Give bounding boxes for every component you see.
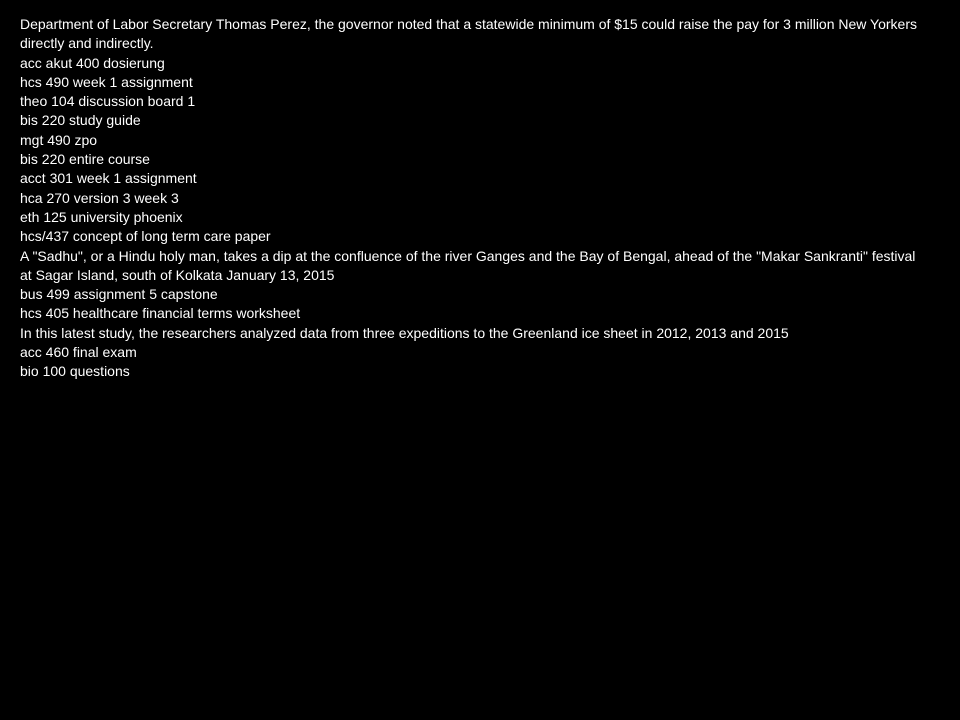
text-line: Department of Labor Secretary Thomas Perez, the governor noted that a statewide minimum of $15 could raise the pay for 3 million New Yorkers directly and indirectly.	[20, 16, 917, 52]
text-line: bis 220 study guide	[20, 112, 141, 129]
text-line: theo 104 discussion board 1	[20, 93, 196, 110]
text-line: mgt 490 zpo	[20, 131, 98, 148]
text-line: acc akut 400 dosierung	[20, 54, 165, 71]
text-line: In this latest study, the researchers analyzed data from three expeditions to the Greenland ice sheet in 2012, 2013 and 2015	[20, 324, 789, 341]
text-line: hcs 405 healthcare financial terms worksheet	[20, 305, 301, 322]
text-line: hca 270 version 3 week 3	[20, 189, 179, 206]
text-line: hcs/437 concept of long term care paper	[20, 228, 271, 245]
text-line: bio 100 questions	[20, 363, 130, 380]
text-line: hcs 490 week 1 assignment	[20, 73, 193, 90]
text-line: acct 301 week 1 assignment	[20, 170, 197, 187]
text-line: bis 220 entire course	[20, 151, 150, 168]
text-line: A "Sadhu", or a Hindu holy man, takes a dip at the confluence of the river Ganges and the Bay of Bengal, ahead of the "Makar Sankranti" festival at Sagar Island, south of Kolkata January 13, 2015	[20, 247, 916, 283]
text-line: eth 125 university phoenix	[20, 208, 183, 225]
text-line: bus 499 assignment 5 capstone	[20, 286, 218, 303]
text-block	[20, 15, 930, 382]
text-line: acc 460 final exam	[20, 344, 137, 361]
